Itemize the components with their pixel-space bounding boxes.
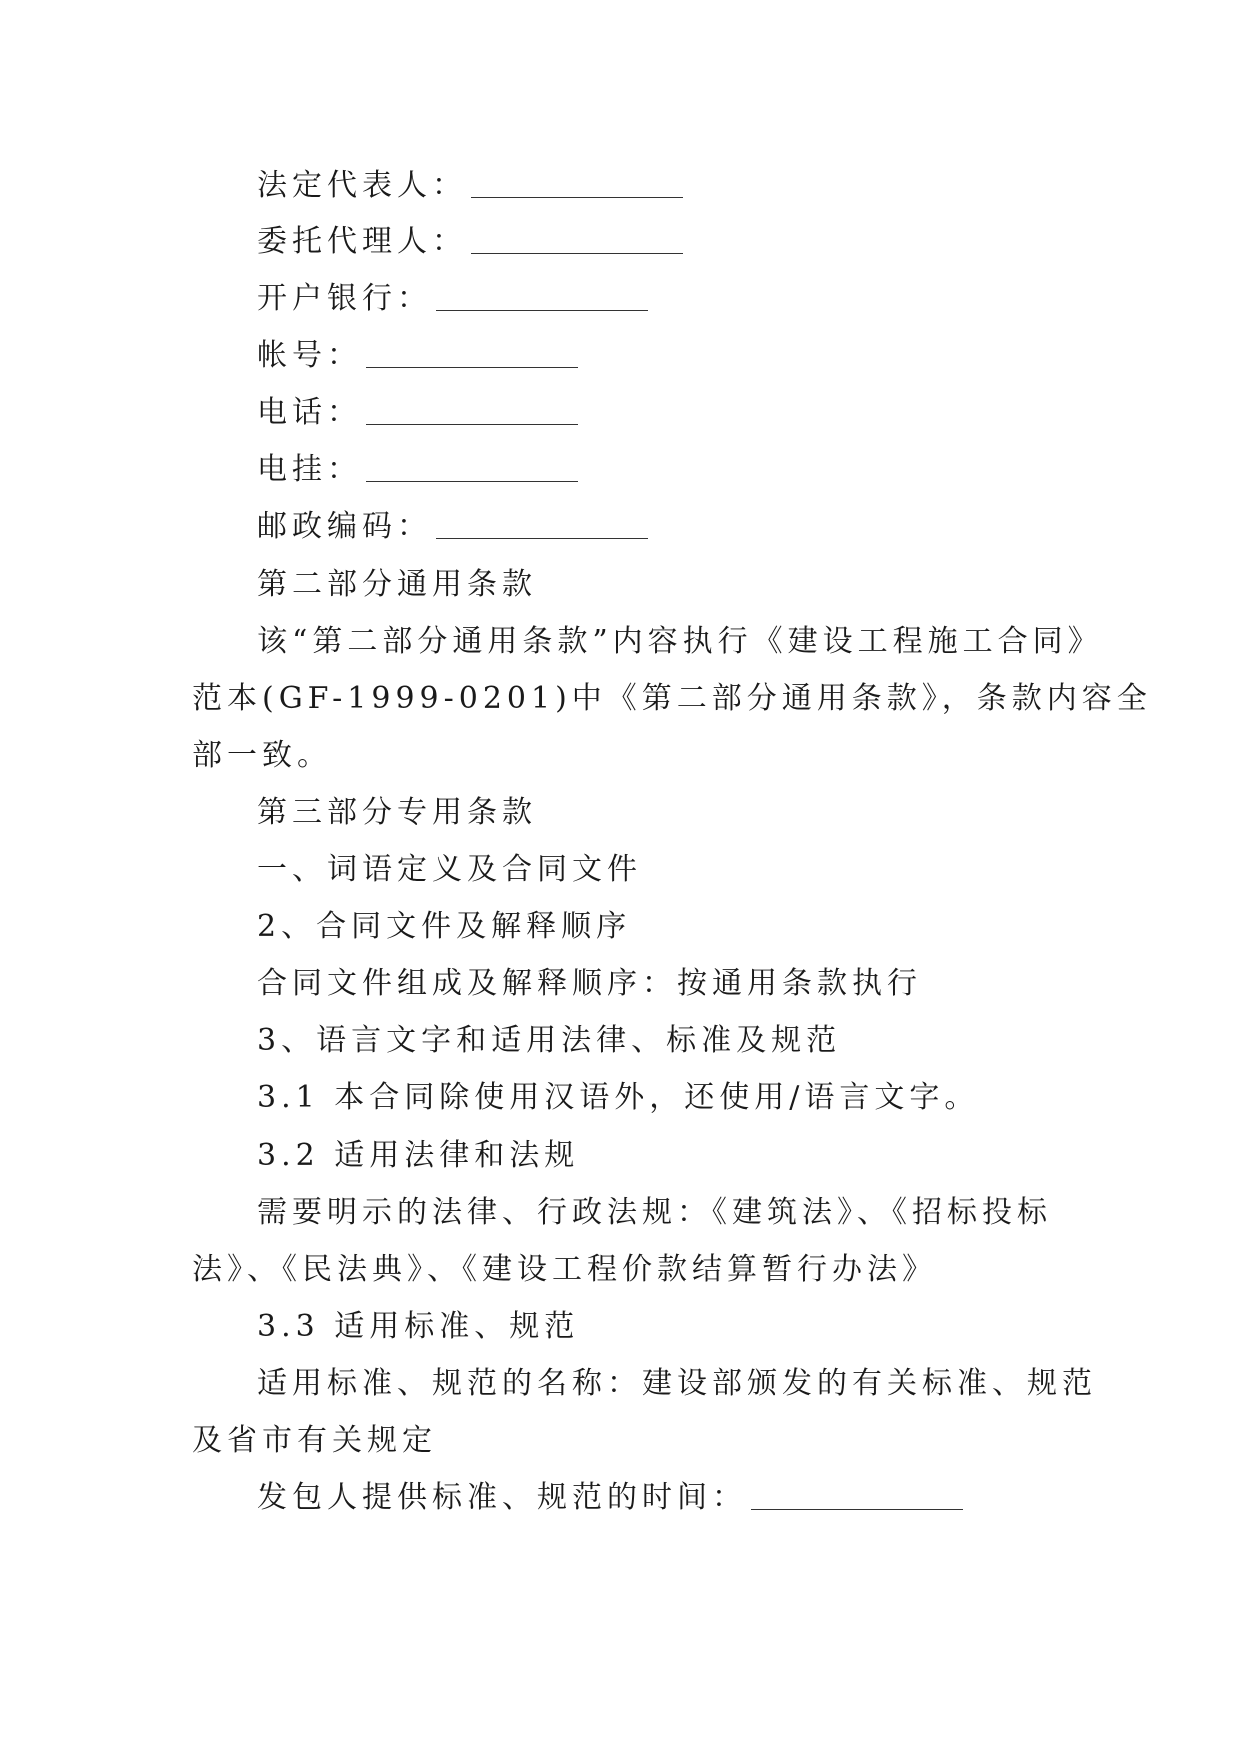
- field-phone: [257, 393, 578, 433]
- item-3-3-body-line-1: 适用标准、规范的名称：建设部颁发的有关标准、规范: [257, 1366, 1097, 1401]
- item-3-1-text: 3.1 本合同除使用汉语外，还使用/语言文字。: [257, 1080, 980, 1115]
- fill-blank-phone[interactable]: [366, 385, 578, 425]
- field-authorized-agent: [257, 222, 683, 262]
- fill-blank-authorized-agent[interactable]: [471, 214, 683, 254]
- fill-blank-bank[interactable]: [436, 271, 648, 311]
- item-3-2-body-line-2: 法》、《民法典》、《建设工程价款结算暂行办法》: [192, 1252, 937, 1287]
- field-label: 电话：: [257, 395, 362, 430]
- fill-blank-postal-code[interactable]: [436, 499, 648, 539]
- fill-blank-telegraph[interactable]: [366, 442, 578, 482]
- field-telegraph: [257, 450, 578, 490]
- item-3-heading: 3、语言文字和适用法律、标准及规范: [257, 1023, 842, 1058]
- field-legal-representative: [257, 166, 683, 206]
- section-1-heading: 一、词语定义及合同文件: [257, 852, 642, 887]
- field-provide-standards-time: [257, 1478, 963, 1518]
- part2-body-line-1: 该“第二部分通用条款”内容执行《建设工程施工合同》: [257, 624, 1103, 659]
- part2-body-line-3: 部一致。: [192, 738, 332, 773]
- part2-body-line-2: 范本(GF-1999-0201)中《第二部分通用条款》，条款内容全: [192, 681, 1152, 716]
- field-account-number: [257, 336, 578, 376]
- part3-heading: 第三部分专用条款: [257, 795, 537, 830]
- fill-blank-legal-representative[interactable]: [471, 158, 683, 198]
- field-label: 发包人提供标准、规范的时间：: [257, 1480, 747, 1515]
- item-2-heading: 2、合同文件及解释顺序: [257, 909, 632, 944]
- field-label: 法定代表人：: [257, 168, 467, 203]
- part2-heading: 第二部分通用条款: [257, 567, 537, 602]
- item-3-2-body-line-1: 需要明示的法律、行政法规：《建筑法》、《招标投标: [257, 1195, 1052, 1230]
- fill-blank-account-number[interactable]: [366, 328, 578, 368]
- field-postal-code: [257, 507, 648, 547]
- field-label: 电挂：: [257, 452, 362, 487]
- field-bank: [257, 279, 648, 319]
- field-label: 帐号：: [257, 338, 362, 373]
- item-3-3-body-line-2: 及省市有关规定: [192, 1423, 437, 1458]
- field-label: 开户银行：: [257, 281, 432, 316]
- item-3-3-heading: 3.3 适用标准、规范: [257, 1309, 580, 1344]
- item-3-2-heading: 3.2 适用法律和法规: [257, 1138, 580, 1173]
- field-label: 委托代理人：: [257, 224, 467, 259]
- fill-blank-provide-standards-time[interactable]: [751, 1470, 963, 1510]
- item-2-body: 合同文件组成及解释顺序：按通用条款执行: [257, 966, 922, 1001]
- field-label: 邮政编码：: [257, 509, 432, 544]
